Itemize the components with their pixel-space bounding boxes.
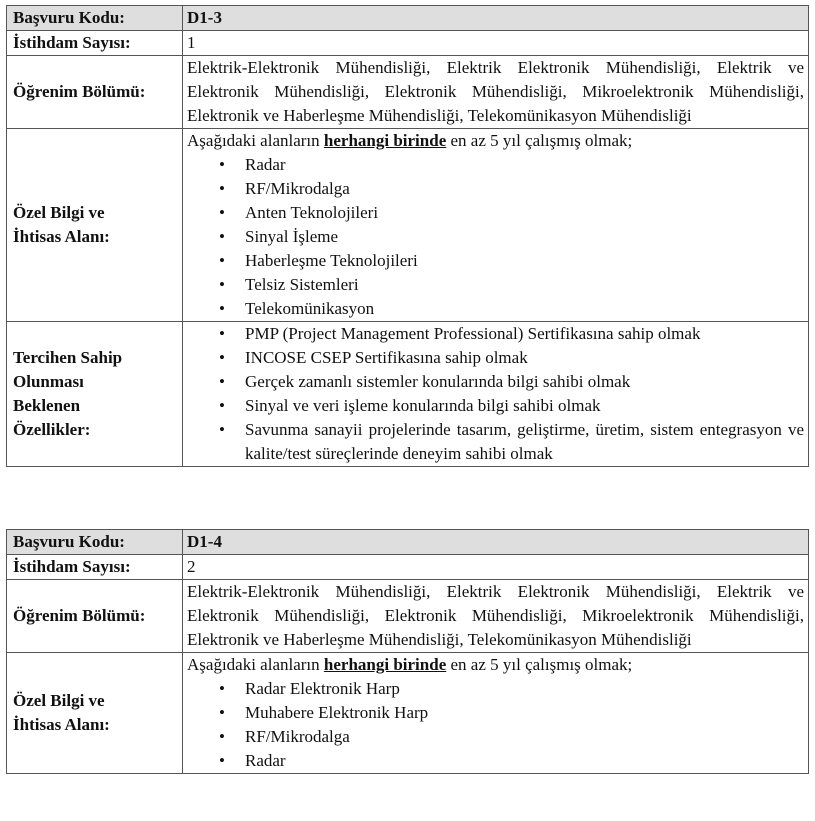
label-expertise — [7, 129, 183, 322]
bullet-icon: • — [219, 396, 225, 415]
row-expertise — [7, 653, 809, 774]
expertise-intro-emphasis: herhangi birinde — [323, 655, 447, 674]
expertise-cell — [183, 653, 809, 774]
expertise-list — [187, 153, 804, 321]
row-application-code — [7, 6, 809, 31]
list-item — [215, 201, 804, 225]
expertise-cell — [183, 129, 809, 322]
list-item — [215, 249, 804, 273]
bullet-icon: • — [219, 348, 225, 367]
expertise-intro-post: en az 5 yıl çalışmış olmak; — [450, 131, 633, 150]
list-item — [215, 153, 804, 177]
list-item-text: Telekomünikasyon — [245, 299, 375, 318]
label-expertise-line2: İhtisas Alanı: — [13, 227, 110, 246]
row-employment-count — [7, 555, 809, 580]
bullet-icon: • — [219, 324, 225, 343]
position-table-d1-3 — [6, 5, 809, 467]
row-department — [7, 580, 809, 653]
list-item-text: Sinyal İşleme — [245, 227, 339, 246]
label-department: Öğrenim Bölümü: — [7, 56, 183, 129]
preferred-list — [187, 322, 804, 466]
row-expertise — [7, 129, 809, 322]
list-item — [215, 418, 804, 466]
row-application-code — [7, 530, 809, 555]
list-item — [215, 701, 804, 725]
bullet-icon: • — [219, 155, 225, 174]
list-item-text: Radar — [245, 155, 286, 174]
list-item-text: PMP (Project Management Professional) Sertifikasına sahip olmak — [245, 324, 701, 343]
list-item — [215, 394, 804, 418]
expertise-intro-post: en az 5 yıl çalışmış olmak; — [450, 655, 633, 674]
bullet-icon: • — [219, 727, 225, 746]
list-item-text: INCOSE CSEP Sertifikasına sahip olmak — [245, 348, 528, 367]
label-preferred — [7, 322, 183, 467]
preferred-cell — [183, 322, 809, 467]
list-item — [215, 370, 804, 394]
label-expertise-line2: İhtisas Alanı: — [13, 715, 110, 734]
bullet-icon: • — [219, 203, 225, 222]
bullet-icon: • — [219, 420, 225, 439]
list-item-text: RF/Mikrodalga — [245, 179, 350, 198]
label-preferred-line1: Tercihen Sahip — [13, 348, 123, 367]
application-code: D1-3 — [183, 6, 809, 31]
bullet-icon: • — [219, 299, 225, 318]
label-application-code: Başvuru Kodu: — [7, 530, 183, 555]
row-department — [7, 56, 809, 129]
list-item — [215, 346, 804, 370]
application-code: D1-4 — [183, 530, 809, 555]
label-expertise — [7, 653, 183, 774]
list-item-text: RF/Mikrodalga — [245, 727, 350, 746]
list-item — [215, 749, 804, 773]
expertise-list — [187, 677, 804, 773]
label-employment-count: İstihdam Sayısı: — [7, 31, 183, 56]
label-application-code: Başvuru Kodu: — [7, 6, 183, 31]
row-preferred — [7, 322, 809, 467]
expertise-intro-pre: Aşağıdaki alanların — [187, 655, 320, 674]
label-preferred-line2: Olunması — [13, 372, 84, 391]
list-item-text: Telsiz Sistemleri — [245, 275, 359, 294]
list-item-text: Haberleşme Teknolojileri — [245, 251, 418, 270]
employment-count: 1 — [183, 31, 809, 56]
expertise-intro-emphasis: herhangi birinde — [323, 131, 447, 150]
label-expertise-line1: Özel Bilgi ve — [13, 691, 105, 710]
bullet-icon: • — [219, 275, 225, 294]
expertise-intro — [187, 129, 804, 153]
label-expertise-line1: Özel Bilgi ve — [13, 203, 105, 222]
list-item-text: Radar — [245, 751, 286, 770]
list-item-text: Gerçek zamanlı sistemler konularında bilgi sahibi olmak — [245, 372, 631, 391]
list-item — [215, 177, 804, 201]
list-item-text: Savunma sanayii projelerinde tasarım, geliştirme, üretim, sistem entegrasyon ve kalite/test süreçlerinde deneyim sahibi olmak — [245, 420, 804, 463]
expertise-intro — [187, 653, 804, 677]
bullet-icon: • — [219, 372, 225, 391]
list-item-text: Muhabere Elektronik Harp — [245, 703, 429, 722]
label-preferred-line3: Beklenen — [13, 396, 81, 415]
label-preferred-line4: Özellikler: — [13, 420, 91, 439]
expertise-intro-pre: Aşağıdaki alanların — [187, 131, 320, 150]
label-department: Öğrenim Bölümü: — [7, 580, 183, 653]
list-item — [215, 297, 804, 321]
position-table-d1-4 — [6, 529, 809, 774]
list-item — [215, 677, 804, 701]
bullet-icon: • — [219, 703, 225, 722]
list-item — [215, 273, 804, 297]
bullet-icon: • — [219, 251, 225, 270]
row-employment-count — [7, 31, 809, 56]
bullet-icon: • — [219, 751, 225, 770]
bullet-icon: • — [219, 679, 225, 698]
employment-count: 2 — [183, 555, 809, 580]
list-item-text: Sinyal ve veri işleme konularında bilgi sahibi olmak — [245, 396, 601, 415]
department-text: Elektrik-Elektronik Mühendisliği, Elektrik Elektronik Mühendisliği, Elektrik ve Elektronik Mühendisliği, Elektronik Mühendisliği, Mikroelektronik Mühendisliği, Elektronik ve Haberleşme Mühendisliği, Telekomünikasyon Mühendisliği — [183, 580, 809, 653]
list-item — [215, 725, 804, 749]
list-item-text: Anten Teknolojileri — [245, 203, 379, 222]
department-text: Elektrik-Elektronik Mühendisliği, Elektrik Elektronik Mühendisliği, Elektrik ve Elektronik Mühendisliği, Elektronik Mühendisliği, Mikroelektronik Mühendisliği, Elektronik ve Haberleşme Mühendisliği, Telekomünikasyon Mühendisliği — [183, 56, 809, 129]
bullet-icon: • — [219, 227, 225, 246]
bullet-icon: • — [219, 179, 225, 198]
label-employment-count: İstihdam Sayısı: — [7, 555, 183, 580]
list-item-text: Radar Elektronik Harp — [245, 679, 400, 698]
list-item — [215, 225, 804, 249]
list-item — [215, 322, 804, 346]
